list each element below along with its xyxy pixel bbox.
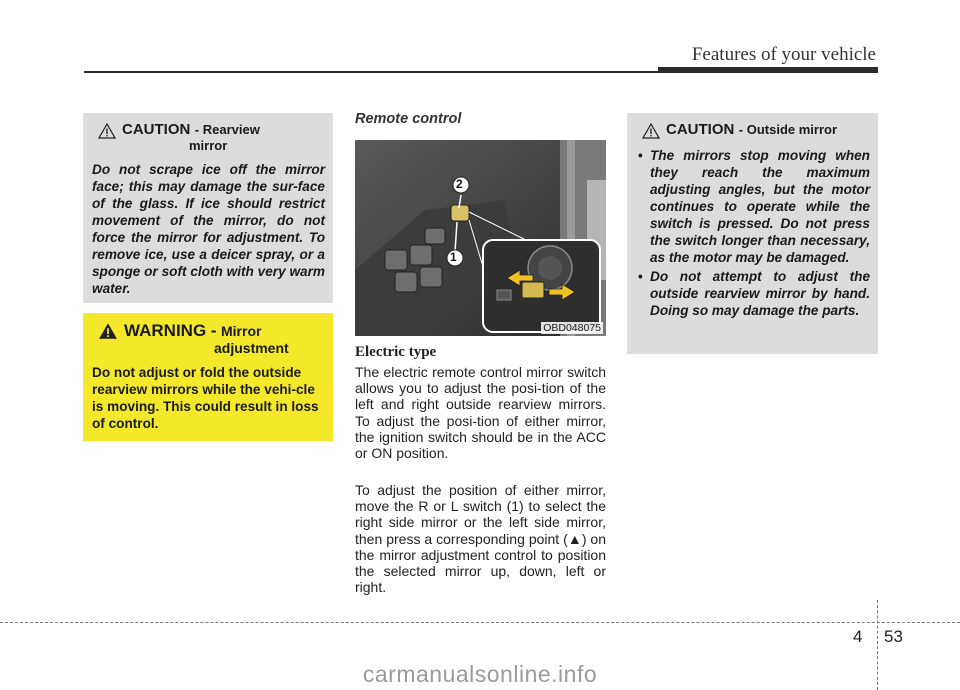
paragraph-intro: The electric remote control mirror switch allows you to adjust the posi-tion of the left and right outside rearview mirrors. To adjust the posi-tion of either mirror, the ignition switch should be in the ACC or ON position. <box>355 364 606 462</box>
caution-subtitle: - Rearview <box>194 122 260 137</box>
watermark: carmanualsonline.info <box>362 661 598 687</box>
callout-2: 2 <box>456 177 463 191</box>
callout-1: 1 <box>450 250 457 264</box>
caution-label: CAUTION <box>122 121 191 138</box>
subheading-electric-type: Electric type <box>355 344 437 360</box>
warning-heading <box>92 321 325 341</box>
caution-outside-heading <box>636 121 870 139</box>
caution-rearview-heading <box>92 121 325 139</box>
paragraph-instructions-end: ) on the mirror adjustment control to position the selected mirror up, down, left or right. <box>355 530 607 596</box>
chapter-number: 4 <box>853 627 863 646</box>
header-rule-accent <box>658 67 878 73</box>
warning-mirror-box <box>83 313 333 441</box>
warning-subtitle-cont: adjustment <box>214 340 289 356</box>
list-item: • The mirrors stop moving when they reach the maximum adjusting angles, but the motor continues to operate while the switch is pressed. Do not press the switch longer than necessary, as the motor may be damaged. <box>636 147 870 266</box>
paragraph-instructions <box>355 482 606 595</box>
caution-outside-box <box>627 113 878 354</box>
page-number: 53 <box>884 627 903 646</box>
caution-rearview-text: Do not scrape ice off the mirror face; this may damage the sur-face of the glass. If ice should restrict movement of the mirror, do not force the mirror for adjustment. To remove ice, use a deicer spray, or a sponge or soft cloth with very warm water. <box>92 162 325 296</box>
caution-outside-list <box>636 147 870 319</box>
warning-subtitle: Mirror <box>221 323 262 339</box>
warning-label: WARNING - <box>124 321 217 340</box>
mirror-switch-illustration <box>355 140 606 336</box>
warning-triangle-icon <box>98 322 118 340</box>
header-title: Features of your vehicle <box>691 44 876 65</box>
caution-subtitle: - Outside mirror <box>738 122 838 137</box>
footer-rule <box>0 622 960 623</box>
warning-text: Do not adjust or fold the outside rearview mirrors while the vehi-cle is moving. This could result in loss of control. <box>92 365 319 431</box>
caution-triangle-icon <box>98 123 116 139</box>
caution-triangle-icon <box>642 123 660 139</box>
caution-rearview-box <box>83 113 333 303</box>
paragraph-instructions-start: To adjust the position of either mirror, move the R or L switch (1) to select the right side mirror or the left side mirror, then press a corresponding point ( <box>355 482 606 547</box>
image-code: OBD048075 <box>543 322 601 334</box>
caution-label: CAUTION <box>666 121 735 138</box>
mirror-switch-photo <box>355 140 606 336</box>
list-item: • Do not attempt to adjust the outside rearview mirror by hand. Doing so may damage the parts. <box>636 268 870 319</box>
arrow-up-icon: ▲ <box>567 530 582 547</box>
section-title: Remote control <box>355 111 462 127</box>
caution-subtitle-cont: mirror <box>189 138 228 153</box>
